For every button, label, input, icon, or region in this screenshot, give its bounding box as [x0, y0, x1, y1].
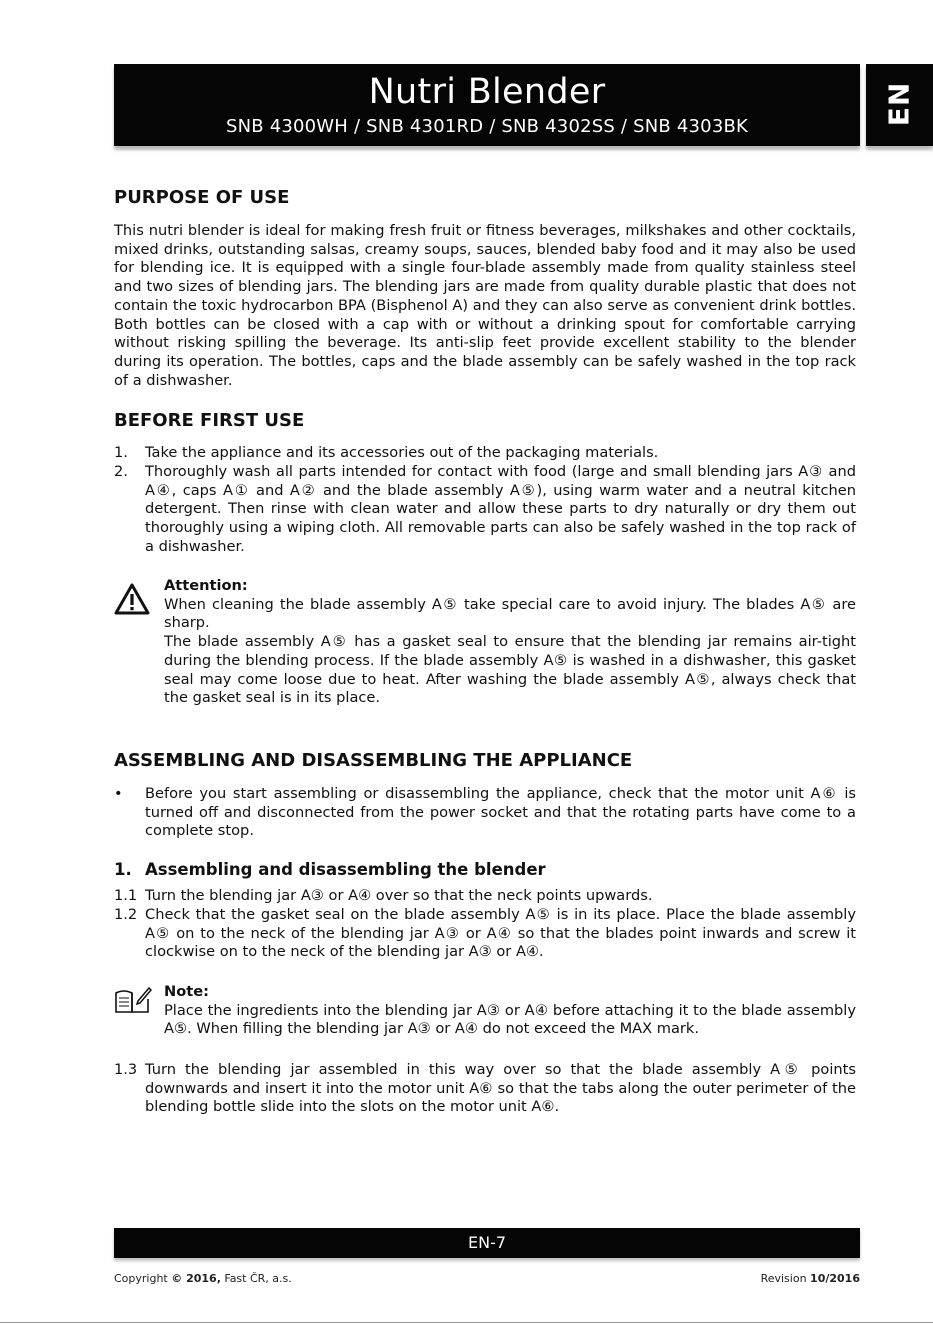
revision-value: 10/2016: [810, 1272, 860, 1285]
copyright-year: © 2016,: [171, 1272, 221, 1285]
language-tab: [866, 64, 933, 146]
revision-info: [761, 1272, 860, 1285]
model-numbers: SNB 4300WH / SNB 4301RD / SNB 4302SS / SNB 4303BK: [225, 116, 749, 137]
bullet-item: [114, 785, 856, 841]
step-number: 1.3: [114, 1061, 138, 1078]
warning-icon: [114, 583, 150, 615]
attention-text: The blade assembly A⑤ has a gasket seal to ensure that the blending jar remains air-tight during the blending process. If the blade assembly A⑤ is washed in a dishwasher, this gasket seal may come loose due to heat. After washing the blade assembly A⑤, always check that the gasket seal is in its place.: [164, 633, 856, 707]
copyright-company: Fast ČR, a.s.: [220, 1272, 292, 1285]
language-label: EN: [882, 81, 916, 127]
step-item: [114, 1061, 856, 1117]
subsection-number: 1.: [114, 860, 132, 879]
attention-text: When cleaning the blade assembly A⑤ take special care to avoid injury. The blades A⑤ are sharp.: [164, 595, 856, 632]
header-bar: [114, 64, 860, 146]
subsection-title: Assembling and disassembling the blender: [145, 860, 546, 879]
step-text: Turn the blending jar assembled in this way over so that the blade assembly A⑤ points downwards and insert it into the motor unit A⑥ so that the tabs along the outer perimeter of the blending bottle slide into the slots on the motor unit A⑥.: [145, 1061, 856, 1116]
step-text: Turn the blending jar A③ or A④ over so that the neck points upwards.: [145, 887, 653, 904]
page-title: Nutri Blender: [368, 72, 606, 112]
list-item-number: 1.: [114, 444, 128, 461]
subsection-heading: [114, 859, 546, 881]
page-number-bar: [114, 1228, 860, 1258]
section-heading-purpose: PURPOSE OF USE: [114, 187, 290, 208]
revision-label: Revision: [760, 1272, 811, 1285]
list-item-number: 2.: [114, 463, 128, 480]
step-number: 1.2: [114, 906, 138, 923]
page-number: EN-7: [467, 1233, 507, 1252]
section-heading-assembling: ASSEMBLING AND DISASSEMBLING THE APPLIANCE: [114, 750, 633, 771]
book-note-icon: [114, 985, 152, 1015]
step-item: [114, 887, 856, 906]
step-text: Check that the gasket seal on the blade assembly A⑤ is in its place. Place the blade assembly A⑤ on to the neck of the blending jar A③ or A④ so that the blades point inwards and screw it clockwise on to the neck of the blending jar A③ or A④.: [145, 906, 856, 961]
page-edge-divider: [0, 1322, 933, 1323]
copyright-prefix: Copyright: [114, 1272, 172, 1285]
purpose-paragraph: This nutri blender is ideal for making fresh fruit or fitness beverages, milkshakes and other cocktails, mixed drinks, outstanding salsas, creamy soups, sauces, blended baby food and it may also be used for blending ice. It is equipped with a single four-blade assembly made from quality stainless steel and two sizes of blending jars. The blending jars are made from quality durable plastic that does not contain the toxic hydrocarbon BPA (Bisphenol A) and they can also serve as convenient drink bottles. Both bottles can be closed with a cap with or without a drinking spout for comfortable carrying without risking spilling the beverage. Its anti-slip feet provide excellent stability to the blender during its operation. The bottles, caps and the blade assembly can be safely washed in the top rack of a dishwasher.: [114, 222, 856, 389]
note-callout: [114, 983, 856, 1039]
step-number: 1.1: [114, 887, 138, 904]
list-item-text: Take the appliance and its accessories out of the packaging materials.: [145, 444, 659, 461]
section-heading-before-first-use: BEFORE FIRST USE: [114, 410, 305, 431]
bullet-text: Before you start assembling or disassembling the appliance, check that the motor unit A⑥ is turned off and disconnected from the power socket and that the rotating parts have come to a complete stop.: [145, 785, 856, 840]
note-text: Place the ingredients into the blending jar A③ or A④ before attaching it to the blade assembly A⑤. When filling the blending jar A③ or A④ do not exceed the MAX mark.: [164, 1001, 856, 1038]
attention-label: Attention:: [164, 577, 248, 594]
copyright-notice: [114, 1272, 292, 1285]
note-label: Note:: [164, 983, 209, 1000]
bullet-marker: •: [114, 785, 123, 802]
list-item: [114, 463, 856, 557]
list-item-text: Thoroughly wash all parts intended for contact with food (large and small blending jars A③ and A④, caps A① and A② and the blade assembly A⑤), using warm water and a neutral kitchen detergent. Then rinse with clean water and allow these parts to dry naturally or dry them out thoroughly using a wiping cloth. All removable parts can also be safely washed in the top rack of a dishwasher.: [145, 463, 856, 555]
attention-callout: [114, 577, 856, 708]
list-item: [114, 444, 856, 463]
step-item: [114, 906, 856, 962]
